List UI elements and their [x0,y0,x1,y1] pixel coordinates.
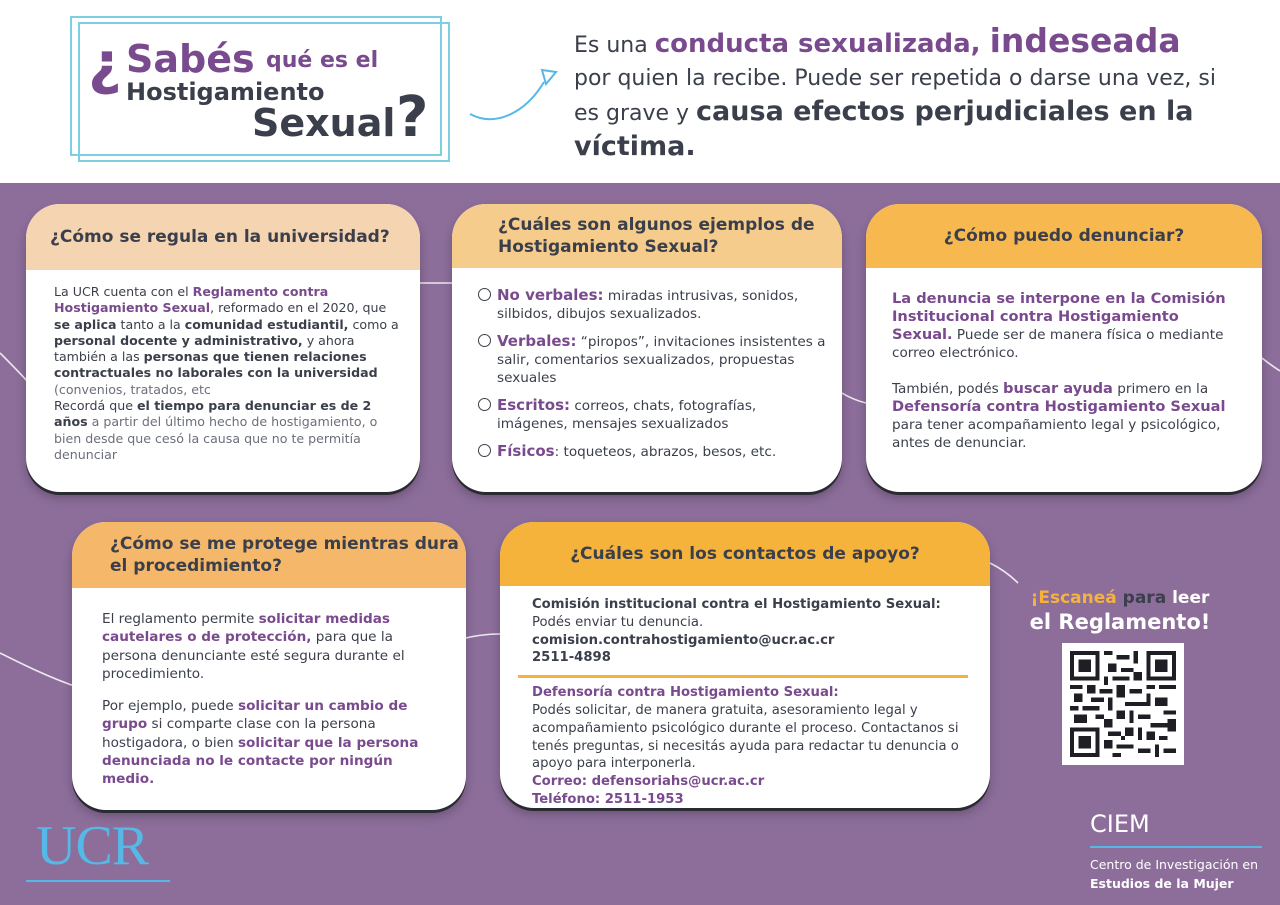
comision-email-link[interactable]: comision.contrahostigamiento@ucr.ac.cr [532,632,835,648]
definition-emphasis: causa efectos perjudiciales en la víctima. [574,96,1194,162]
defensoria-phone[interactable]: Teléfono: 2511-1953 [532,791,684,807]
definition-highlight-big: indeseada [989,21,1181,60]
definition-highlight: conducta sexualizada, [654,29,990,59]
list-item [478,286,828,323]
title-sabes: Sabés [126,37,255,81]
ciem-subtitle-2: Estudios de la Mujer [1090,876,1234,891]
comision-text: Podés enviar tu denuncia. [532,614,704,630]
report-paragraph [892,290,1240,362]
ucr-logo-underline [26,880,170,882]
card-protection-title: ¿Cómo se me protege mientras dura el procedimiento? [72,522,466,588]
title-hostigamiento: Hostigamiento [126,78,325,106]
text-part: Puede ser de manera física o mediante correo electrónico. [892,327,1224,361]
scan-line2: el Reglamento! [1029,610,1211,634]
list-item [478,442,828,461]
scan-word: leer [1166,588,1210,608]
title-open-question-mark: ¿ [88,29,122,97]
header-area [0,0,1280,183]
example-paragraph [102,697,448,788]
item-label: Verbales: [497,332,577,350]
text-part: y ahora también a las [54,332,355,365]
definition-part: por quien la recibe. Puede ser repetida o darse una vez, si es grave y [574,66,1216,126]
circle-bullet-icon [478,334,491,347]
card-examples-title: ¿Cuáles son algunos ejemplos de Hostigamiento Sexual? [452,204,842,268]
card-examples-body [452,268,842,461]
protection-paragraph [102,610,448,683]
text-part: si comparte clase con la persona hostigadora, o bien [102,716,376,751]
text-highlight: La denuncia se interpone en la Comisión Institucional contra Hostigamiento Sexual. [892,290,1226,343]
ciem-logo: CIEM [1090,810,1150,838]
card-contacts-body [500,586,990,808]
card-contacts-title: ¿Cuáles son los contactos de apoyo? [500,522,990,586]
list-item [478,332,828,387]
divider [518,675,968,678]
ciem-subtitle-1: Centro de Investigación en [1090,857,1259,872]
text-highlight: Defensoría contra Hostigamiento Sexual [892,398,1226,415]
qr-code-icon [1070,651,1176,757]
card-report [866,204,1262,492]
defensoria-email-link[interactable]: Correo: defensoriahs@ucr.ac.cr [532,774,765,790]
scan-word: ¡Escaneá [1030,588,1117,608]
card-contacts [500,522,990,808]
scan-word: para [1116,588,1167,608]
text-highlight: solicitar un cambio de grupo [102,698,408,733]
text-part: para tener acompañamiento legal y psicológico, antes de denunciar. [892,417,1221,451]
deadline-paragraph [54,398,406,463]
item-text: : toqueteos, abrazos, besos, etc. [554,444,777,460]
scan-line1 [1010,586,1230,610]
circle-bullet-icon [478,398,491,411]
text-highlight: buscar ayuda [1003,380,1113,397]
text-part: para que la persona denunciante esté segura durante el procedimiento. [102,629,405,682]
item-text: miradas intrusivas, sonidos, silbidos, dibujos sexualizados. [497,288,799,322]
card-regulation [26,204,420,492]
title-que-es-el: qué es el [266,48,379,73]
regulation-name: Reglamento contra Hostigamiento Sexual [54,284,329,316]
text-part: primero en la [1112,381,1209,397]
text-highlight: solicitar que la persona denunciada no le contacte por ningún medio. [102,734,419,788]
item-label: Físicos [497,442,555,460]
comision-title: Comisión institucional contra el Hostigamiento Sexual: [532,597,941,612]
text-part: tanto a la [116,316,185,332]
card-protection [72,522,466,810]
text-muted: (convenios, tratados, etc [54,381,211,397]
text-bold: comunidad estudiantil, [184,316,349,332]
text-part: como a [348,316,399,332]
item-label: No verbales: [497,286,604,304]
defensoria-text: Podés solicitar, de manera gratuita, asesoramiento legal y acompañamiento psicológico durante el proceso. Contactanos si tenés preguntas, si necesitás ayuda para redactar tu denuncia o apoyo para interponerla. [532,702,959,772]
title-sexual: Sexual [252,101,396,145]
curved-arrow-icon [466,60,566,130]
circle-bullet-icon [478,444,491,457]
item-label: Escritos: [497,396,571,414]
text-bold: personas que tienen relaciones contractuales no laborales con la universidad [54,349,378,381]
text-bold: personal docente y administrativo, [54,332,303,348]
card-examples [452,204,842,492]
comision-phone[interactable]: 2511-4898 [532,650,611,666]
ciem-logo-line [1090,846,1262,848]
text-highlight: solicitar medidas cautelares o de protección, [102,611,390,646]
card-protection-body [72,588,466,789]
text-part: La UCR cuenta con el [54,284,193,299]
qr-code[interactable] [1062,643,1184,765]
definition-part: Es una [574,33,655,58]
text-bold: se aplica [54,316,117,332]
text-part: El reglamento permite [102,611,259,627]
text-muted: a partir del último hecho de hostigamiento, o bien desde que cesó la causa que no te permitía denunciar [54,414,378,462]
text-part: También, podés [892,381,1003,397]
scan-call-to-action [1010,586,1230,634]
regulation-paragraph [54,284,406,398]
circle-bullet-icon [478,288,491,301]
item-text: “piropos”, invitaciones insistentes a salir, comentarios sexualizados, propuestas sexuales [497,334,826,386]
card-report-title: ¿Cómo puedo denunciar? [866,204,1262,268]
card-report-body [866,268,1262,452]
text-part: Recordá que [54,398,137,414]
card-regulation-title: ¿Cómo se regula en la universidad? [26,204,420,270]
help-paragraph [892,380,1240,452]
list-item [478,396,828,433]
definition-text [574,21,1224,165]
defensoria-title: Defensoría contra Hostigamiento Sexual: [532,685,839,701]
text-part: Por ejemplo, puede [102,698,238,715]
ucr-logo: UCR [36,815,149,877]
title-close-question-mark: ? [396,85,429,150]
text-part: , reformado en el 2020, que [210,300,387,316]
item-text: correos, chats, fotografías, imágenes, mensajes sexualizados [497,398,757,432]
card-regulation-body [26,270,420,463]
text-bold: el tiempo para denunciar es de 2 años [54,398,372,430]
